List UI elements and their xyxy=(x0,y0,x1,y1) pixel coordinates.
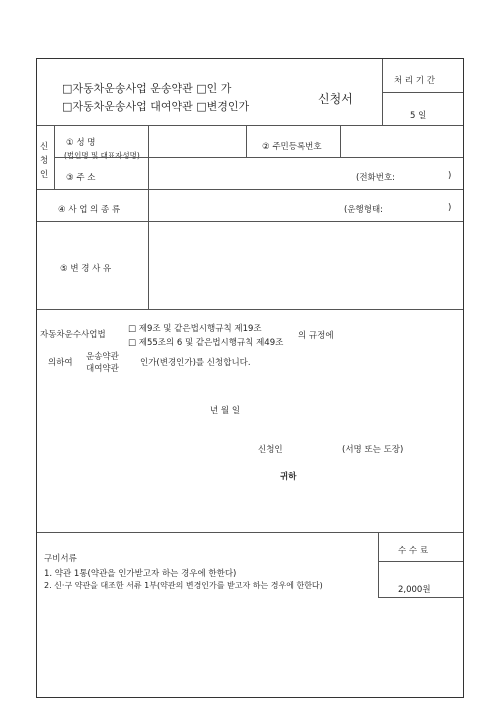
addressee: 귀하 xyxy=(280,472,297,482)
processing-period-value: 5 일 xyxy=(410,111,427,121)
required-documents-title: 구비서류 xyxy=(44,554,77,564)
section-divider xyxy=(37,125,463,126)
name-sublabel: (법인명 및 대표자성명) xyxy=(64,151,140,160)
law-option-1: □ 제9조 및 같은법시행규칙 제19조 xyxy=(128,324,262,334)
law-name: 자동차운수사업법 xyxy=(40,330,106,340)
applicant-signature-label: 신청인 xyxy=(258,445,283,455)
resident-id-label: ② 주민등록번호 xyxy=(262,142,322,152)
required-document-2: 2. 신·구 약관을 대조한 서류 1부(약관의 변경인가를 받고자 하는 경우에 한한다) xyxy=(44,581,323,590)
by-text: 의하여 xyxy=(48,358,73,368)
signature-note: (서명 또는 도장) xyxy=(342,445,404,455)
law-option-2: □ 제55조의 6 및 같은법시행규칙 제49조 xyxy=(128,338,284,348)
fee-bottom-line xyxy=(378,597,463,598)
operation-type-label: (운행형태: xyxy=(344,205,384,215)
address-row-line xyxy=(54,157,463,158)
fee-label: 수 수 료 xyxy=(398,546,429,556)
change-reason-label: ⑤ 변 경 사 유 xyxy=(60,264,112,274)
statement-row-line xyxy=(37,309,463,310)
name-label: ① 성 명 xyxy=(66,138,96,148)
law-suffix: 의 규정에 xyxy=(298,331,334,341)
address-value-divider xyxy=(148,157,149,189)
phone-label: (전화번호: xyxy=(356,173,396,183)
date-line: 년 월 일 xyxy=(210,406,241,416)
title-line-1: □자동차운송사업 운송약관 □인 가 xyxy=(62,82,232,95)
reason-value-divider xyxy=(148,221,149,309)
id-label-left-divider xyxy=(246,125,247,157)
form-title-suffix: 신청서 xyxy=(318,92,353,106)
terms-option-2: 대여약관 xyxy=(86,364,119,374)
address-label: ③ 주 소 xyxy=(66,173,96,183)
applicant-side-label: 신청인 xyxy=(40,142,49,180)
id-label-right-divider xyxy=(340,125,341,157)
phone-close: ) xyxy=(448,171,452,181)
business-row-line xyxy=(37,189,463,190)
fee-row-line xyxy=(378,561,463,562)
terms-option-1: 운송약관 xyxy=(86,352,119,362)
business-type-label: ④ 사 업 의 종 류 xyxy=(58,205,121,215)
operation-type-close: ) xyxy=(448,203,452,213)
title-line-2: □자동차운송사업 대여약관 □변경인가 xyxy=(62,100,250,113)
processing-row-line xyxy=(382,92,463,93)
name-value-divider xyxy=(148,125,149,157)
required-document-1: 1. 약관 1통(약관을 인가받고자 하는 경우에 한한다) xyxy=(44,569,237,579)
request-text: 인가(변경인가)를 신청합니다. xyxy=(140,358,251,368)
fee-value: 2,000원 xyxy=(398,585,431,595)
attachments-row-line xyxy=(37,532,463,533)
processing-period-label: 처 리 기 간 xyxy=(394,76,435,86)
fee-divider xyxy=(378,532,379,597)
reason-row-line xyxy=(37,221,463,222)
business-value-divider xyxy=(148,189,149,221)
